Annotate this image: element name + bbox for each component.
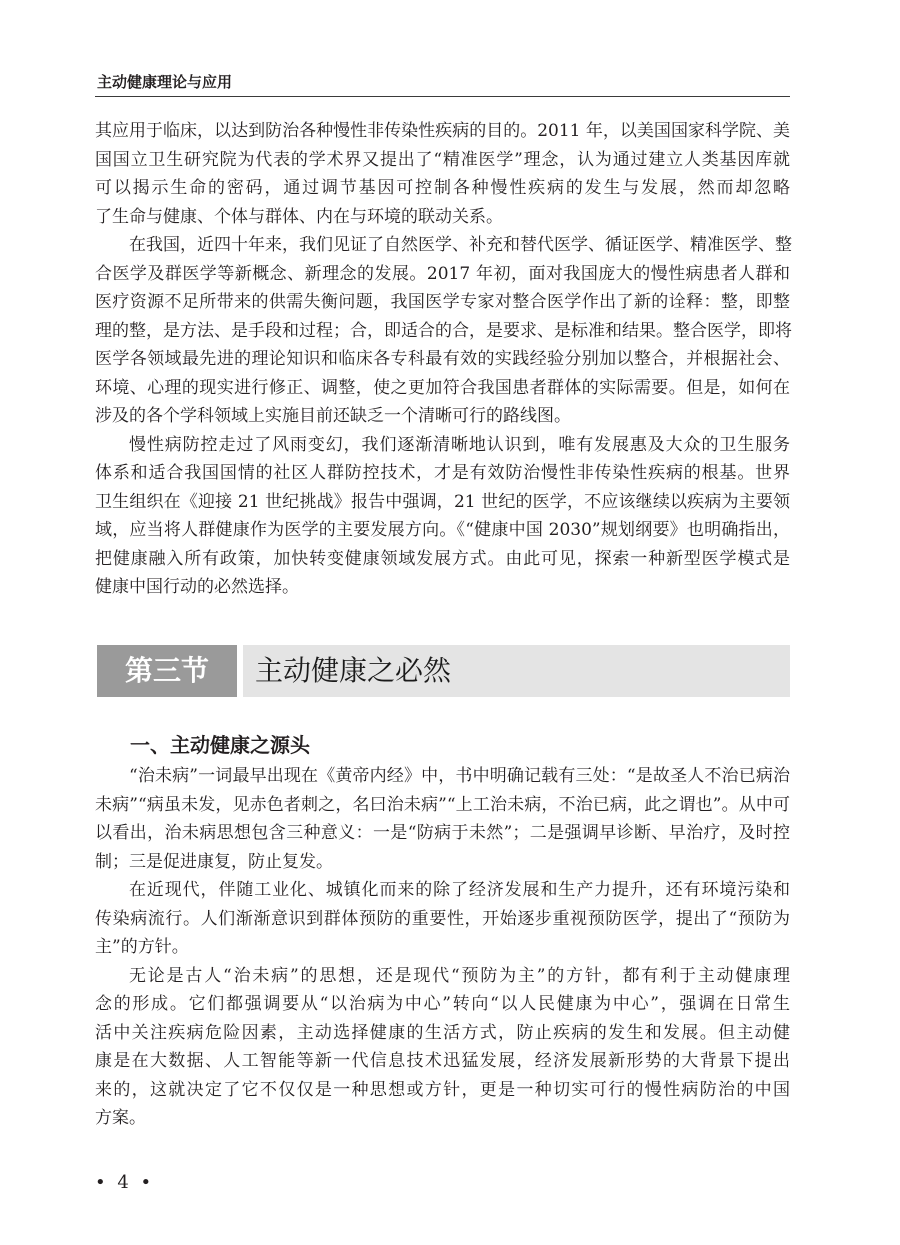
- text-line: 在近现代，伴随工业化、城镇化而来的除了经济发展和生产力提升，还有环境污染和: [129, 880, 790, 900]
- text-line: “治未病”一词最早出现在《黄帝内经》中，书中明确记载有三处：“是故圣人不治已病治: [129, 766, 790, 786]
- text-line: 把健康融入所有政策，加快转变健康领域发展方式。由此可见，探索一种新型医学模式是: [95, 548, 790, 569]
- text-line: 其应用于临床，以达到防治各种慢性非传染性疾病的目的。2011 年，以美国国家科学院、美: [95, 121, 790, 141]
- text-line: 方案。: [95, 1108, 146, 1128]
- paragraph: [95, 762, 790, 876]
- running-title: 主动健康理论与应用: [97, 73, 233, 91]
- section-title: 主动健康之必然: [243, 645, 790, 697]
- paragraph: [95, 231, 790, 431]
- text-line: 环境、心理的现实进行修正、调整，使之更加符合我国患者群体的实际需要。但是，如何在: [95, 377, 790, 398]
- text-line: 域，应当将人群健康作为医学的主要发展方向。《“健康中国 2030”规划纲要》也明确指出，: [95, 520, 790, 540]
- text-line: 活中关注疾病危险因素，主动选择健康的生活方式，防止疾病的发生和发展。但主动健: [95, 1022, 790, 1043]
- section-heading: [97, 645, 790, 697]
- body-text-block: [95, 762, 790, 1133]
- text-line: 健康中国行动的必然选择。: [95, 577, 299, 597]
- subsection-title: 一、主动健康之源头: [130, 733, 310, 757]
- text-line: 念的形成。它们都强调要从“以治病为中心”转向“以人民健康为中心”，强调在日常生: [95, 994, 790, 1014]
- text-line: 来的，这就决定了它不仅仅是一种思想或方针，更是一种切实可行的慢性病防治的中国: [95, 1079, 790, 1100]
- section-number: 第三节: [97, 645, 237, 697]
- text-line: 在我国，近四十年来，我们见证了自然医学、补充和替代医学、循证医学、精准医学、整: [129, 235, 792, 255]
- text-line: 理的整，是方法、是手段和过程；合，即适合的合，是要求、是标准和结果。整合医学，即将: [95, 320, 792, 341]
- text-line: 涉及的各个学科领域上实施目前还缺乏一个清晰可行的路线图。: [95, 406, 571, 426]
- text-line: 主”的方针。: [95, 937, 189, 957]
- text-line: 无论是古人“治未病”的思想，还是现代“预防为主”的方针，都有利于主动健康理: [129, 965, 790, 986]
- paragraph: [95, 117, 790, 231]
- text-line: 医疗资源不足所带来的供需失衡问题，我国医学专家对整合医学作出了新的诠释：整，即整: [95, 292, 790, 312]
- text-line: 未病”“病虽未发，见赤色者刺之，名曰治未病”“上工治未病，不治已病，此之谓也”。从中可: [95, 794, 790, 815]
- text-line: 以看出，治未病思想包含三种意义：一是“防病于未然”；二是强调早诊断、早治疗，及时控: [95, 823, 790, 843]
- intro-text-block: [95, 117, 790, 602]
- text-line: 国国立卫生研究院为代表的学术界又提出了“精准医学”理念，认为通过建立人类基因库就: [95, 149, 790, 170]
- header-rule: [95, 96, 790, 97]
- text-line: 体系和适合我国国情的社区人群防控技术，才是有效防治慢性非传染性疾病的根基。世界: [95, 463, 790, 483]
- text-line: 传染病流行。人们渐渐意识到群体预防的重要性，开始逐步重视预防医学，提出了“预防为: [95, 908, 790, 929]
- text-line: 合医学及群医学等新概念、新理念的发展。2017 年初，面对我国庞大的慢性病患者人群和: [95, 263, 790, 284]
- text-line: 慢性病防控走过了风雨变幻，我们逐渐清晰地认识到，唯有发展惠及大众的卫生服务: [129, 434, 790, 455]
- text-line: 卫生组织在《迎接 21 世纪挑战》报告中强调，21 世纪的医学，不应该继续以疾病为主要领: [95, 491, 790, 512]
- paragraph: [95, 962, 790, 1133]
- paragraph: [95, 876, 790, 962]
- page-number: • 4 •: [95, 1172, 152, 1193]
- text-line: 医学各领域最先进的理论知识和临床各专科最有效的实践经验分别加以整合，并根据社会、: [95, 349, 790, 369]
- text-line: 康是在大数据、人工智能等新一代信息技术迅猛发展，经济发展新形势的大背景下提出: [95, 1051, 790, 1071]
- paragraph: [95, 431, 790, 602]
- text-line: 了生命与健康、个体与群体、内在与环境的联动关系。: [95, 206, 503, 227]
- text-line: 可以揭示生命的密码，通过调节基因可控制各种慢性疾病的发生与发展，然而却忽略: [95, 178, 790, 198]
- text-line: 制；三是促进康复，防止复发。: [95, 851, 333, 872]
